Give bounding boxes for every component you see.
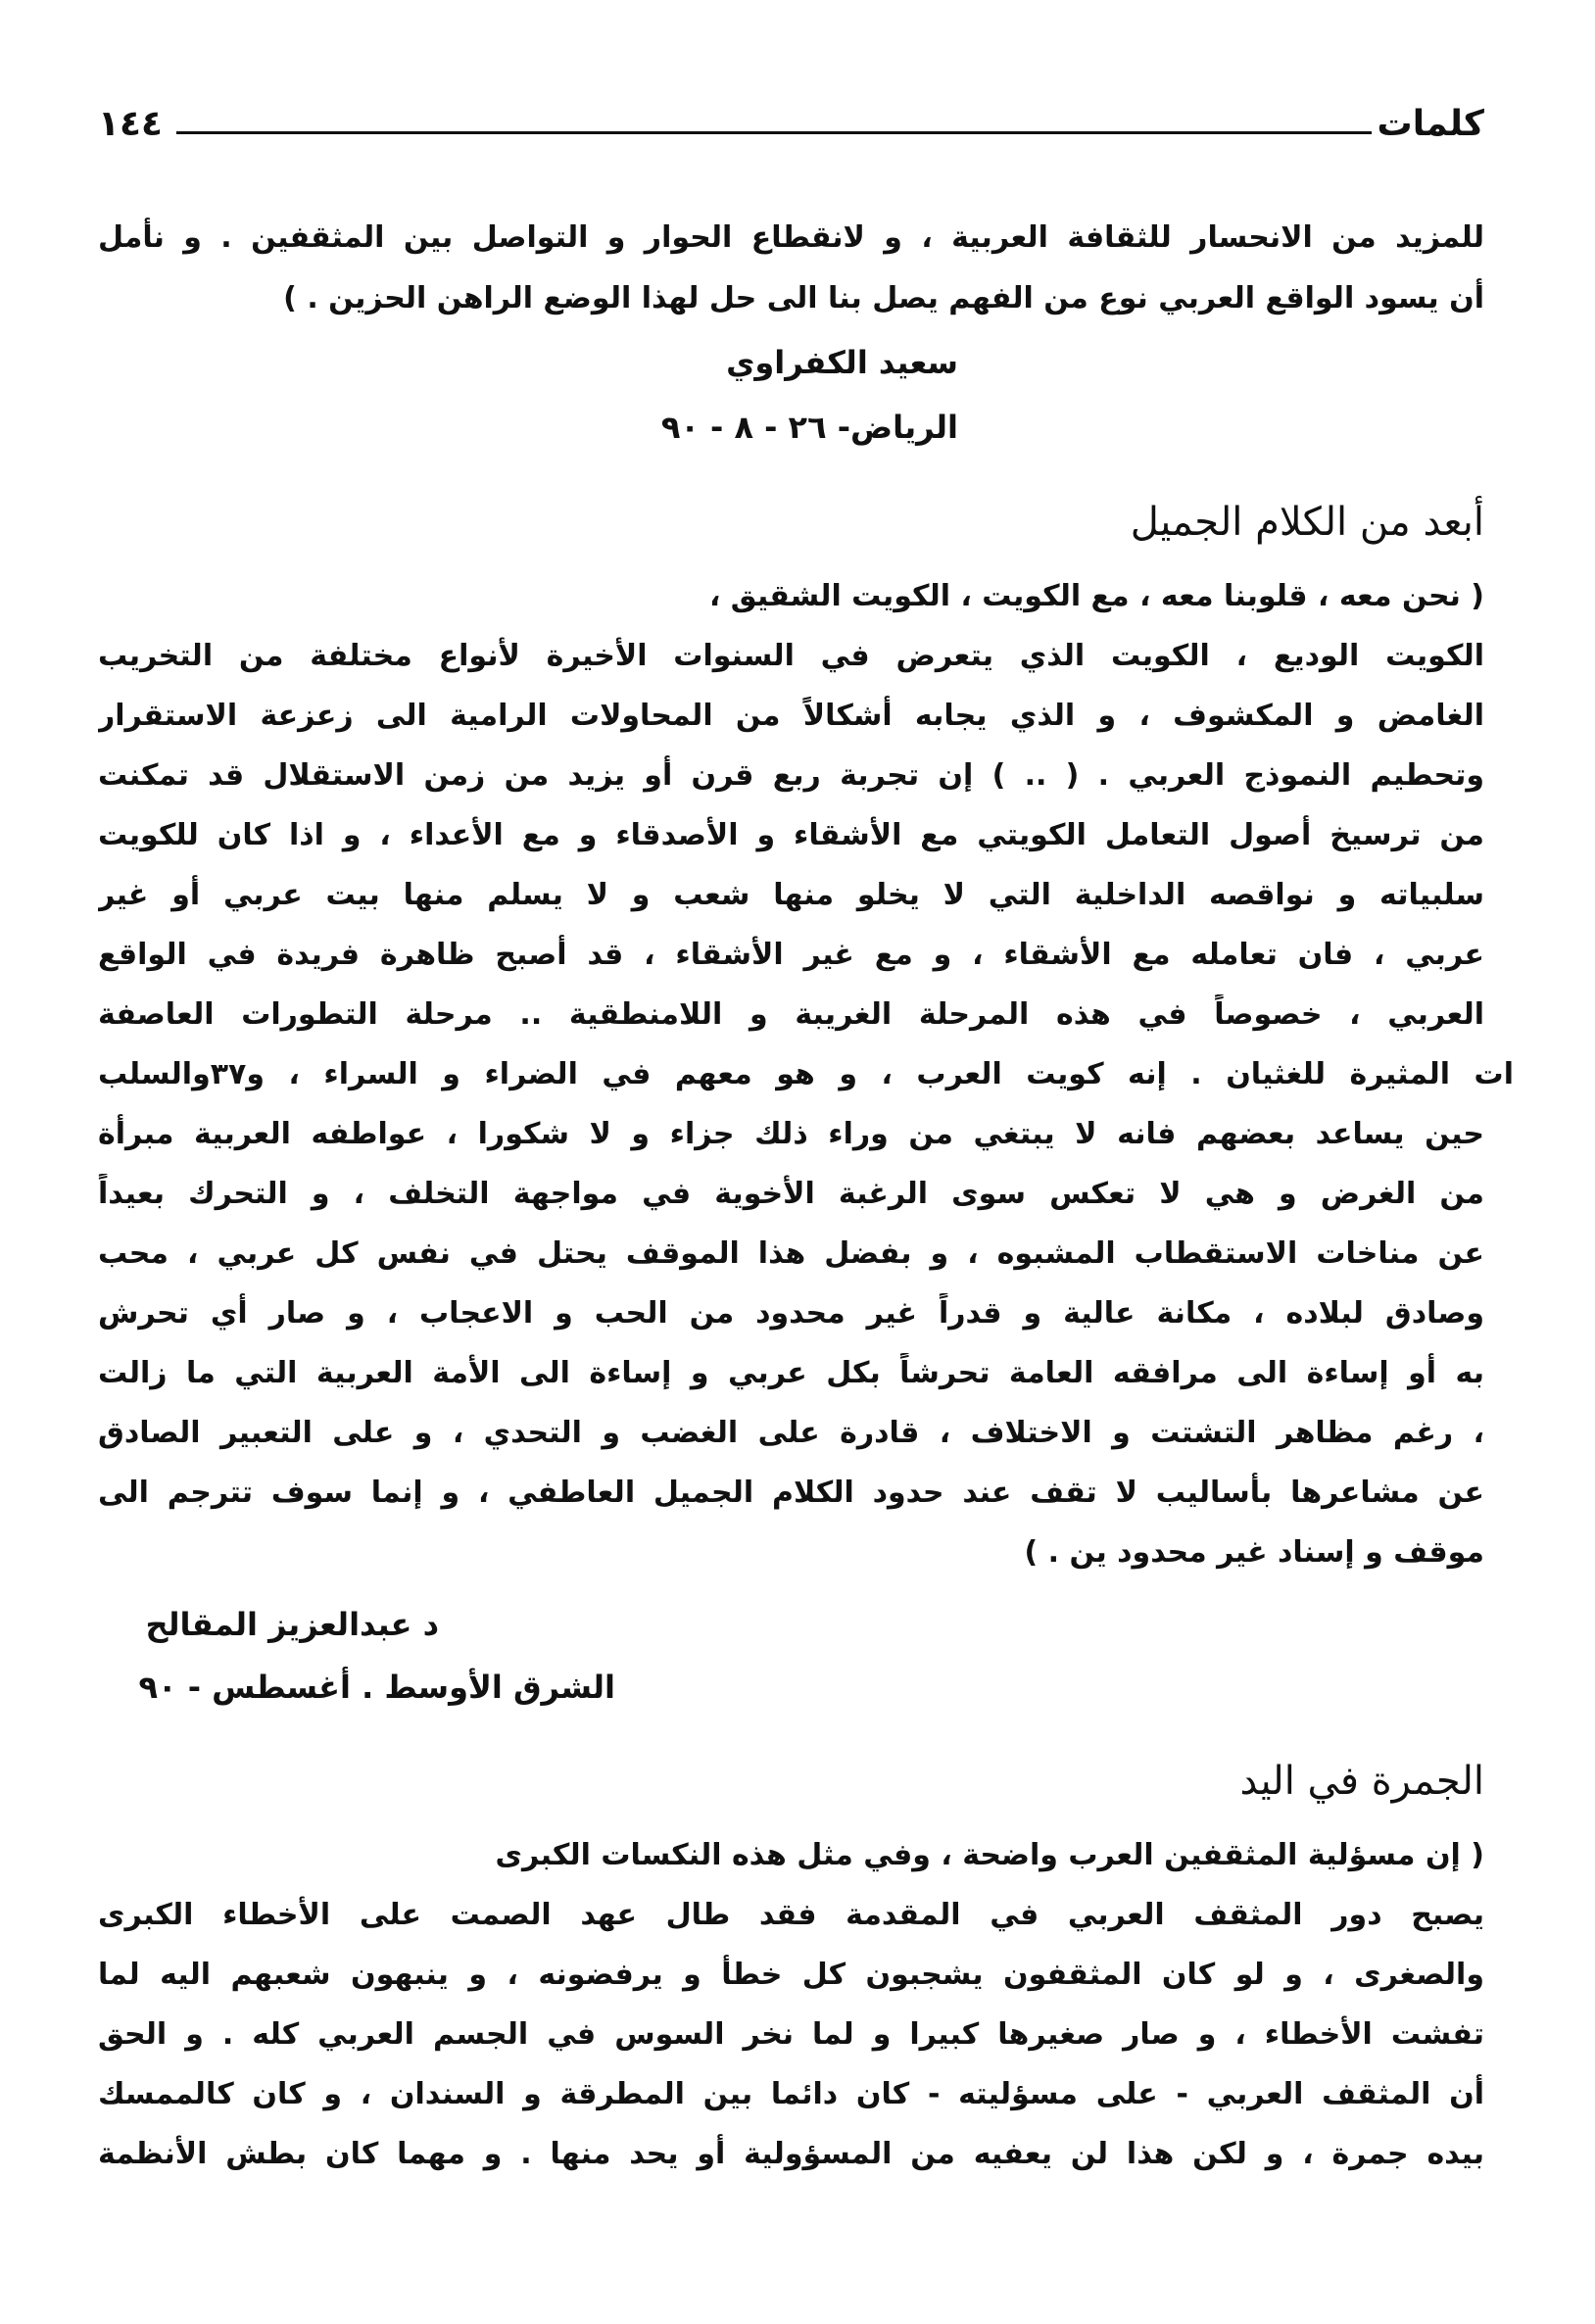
section1-line: الغامض و المكشوف ، و الذي يجابه أشكالاً من المحاولات الرامية الى زعزعة الاستقرار <box>98 699 1484 733</box>
section1-line: حين يساعد بعضهم فانه لا يبتغي من وراء ذلك جزاء و لا شكورا ، عواطفه العربية مبرأة <box>98 1117 1484 1151</box>
section2-line: بيده جمرة ، و لكن هذا لن يعفيه من المسؤولية أو يحد منها . و مهما كان بطش الأنظمة <box>98 2137 1484 2171</box>
section2-line: يصبح دور المثقف العربي في المقدمة فقد طال عهد الصمت على الأخطاء الكبرى <box>98 1898 1484 1932</box>
section1-line: وتحطيم النموذج العربي . ( .. ) إن تجربة ربع قرن أو يزيد من زمن الاستقلال قد تمكنت <box>98 758 1484 793</box>
section1-line: عن مشاعرها بأساليب لا تقف عند حدود الكلام الجميل العاطفي ، و إنما سوف تترجم الى <box>98 1476 1484 1510</box>
section1-author: د عبدالعزيز المقالح <box>145 1606 439 1643</box>
running-title: كلمات <box>1377 104 1484 144</box>
section1-line: سلبياته و نواقصه الداخلية التي لا يخلو منها شعب و لا يسلم منها بيت عربي أو غير <box>98 878 1484 912</box>
section2-line: أن المثقف العربي - على مسؤليته - كان دائما بين المطرقة و السندان ، و كان كالممسك <box>98 2077 1484 2111</box>
continued-source: الرياض- ٢٦ - ٨ - ٩٠ <box>660 409 958 446</box>
page-header <box>98 98 1484 157</box>
section2-line: تفشت الأخطاء ، و صار صغيرها كبيرا و لما نخر السوس في الجسم العربي كله . و الحق <box>98 2017 1484 2052</box>
section1-line: من الغرض و هي لا تعكس سوى الرغبة الأخوية في مواجهة التخلف ، و التحرك بعيداً <box>98 1177 1484 1211</box>
section1-line: الكويت الوديع ، الكويت الذي يتعرض في السنوات الأخيرة لأنواع مختلفة من التخريب <box>98 639 1484 673</box>
header-rule <box>176 131 1372 134</box>
section1-line: ( نحن معه ، قلوبنا معه ، مع الكويت ، الكويت الشقيق ، <box>708 579 1484 613</box>
section2-title: الجمرة في اليد <box>1239 1759 1484 1804</box>
section1-title: أبعد من الكلام الجميل <box>1130 500 1484 545</box>
page-number: ١٤٤ <box>98 104 163 144</box>
section1-line: به أو إساءة الى مرافقه العامة تحرشاً بكل عربي و إساءة الى الأمة العربية التي ما زالت <box>98 1356 1484 1390</box>
section2-line: والصغرى ، و لو كان المثقفون يشجبون كل خطأ و يرفضونه ، و ينبهون شعبهم اليه لما <box>98 1958 1484 1992</box>
continued-line-1: للمزيد من الانحسار للثقافة العربية ، و لانقطاع الحوار و التواصل بين المثقفين . و نأمل <box>98 220 1484 255</box>
section1-line: ات المثيرة للغثيان . إنه كويت العرب ، و هو معهم في الضراء و السراء ، و٣٧والسلب <box>98 1057 1514 1091</box>
section1-line: موقف و إسناد غير محدود ين . ) <box>1024 1535 1484 1570</box>
continued-author: سعيد الكفراوي <box>726 344 958 381</box>
section1-line: وصادق لبلاده ، مكانة عالية و قدراً غير محدود من الحب و الاعجاب ، و صار أي تحرش <box>98 1296 1484 1331</box>
section1-line: من ترسيخ أصول التعامل الكويتي مع الأشقاء و الأصدقاء و مع الأعداء ، و اذا كان للكويت <box>98 818 1484 852</box>
section1-line: ، رغم مظاهر التشتت و الاختلاف ، قادرة على الغضب و التحدي ، و على التعبير الصادق <box>98 1416 1484 1450</box>
section1-line: عن مناخات الاستقطاب المشبوه ، و بفضل هذا الموقف يحتل في نفس كل عربي ، محب <box>98 1236 1484 1271</box>
section1-line: العربي ، خصوصاً في هذه المرحلة الغريبة و اللامنطقية .. مرحلة التطورات العاصفة <box>98 997 1484 1032</box>
continued-line-2: أن يسود الواقع العربي نوع من الفهم يصل بنا الى حل لهذا الوضع الراهن الحزين . ) <box>283 281 1484 315</box>
section1-source: الشرق الأوسط . أغسطس - ٩٠ <box>138 1669 615 1706</box>
section1-line: عربي ، فان تعامله مع الأشقاء ، و مع غير الأشقاء ، قد أصبح ظاهرة فريدة في الواقع <box>98 938 1484 972</box>
section2-line: ( إن مسؤلية المثقفين العرب واضحة ، وفي مثل هذه النكسات الكبرى <box>495 1838 1484 1872</box>
